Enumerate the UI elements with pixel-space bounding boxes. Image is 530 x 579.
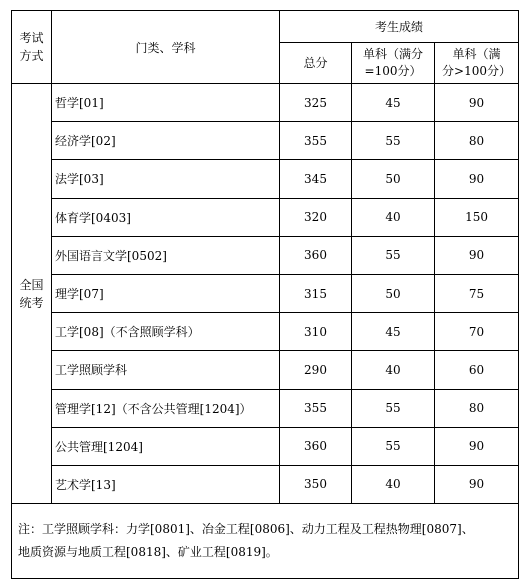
single-full100-cell: 45 <box>352 84 435 122</box>
subject-cell: 公共管理[1204] <box>52 427 280 465</box>
table-row <box>12 198 519 236</box>
table-row <box>12 84 519 122</box>
single-full100-cell: 55 <box>352 236 435 274</box>
single-over100-cell: 150 <box>435 198 519 236</box>
header-single-full100: 单科（满分 =100分） <box>352 43 435 84</box>
subject-cell: 体育学[0403] <box>52 198 280 236</box>
table-row <box>12 313 519 351</box>
single-full100-cell: 50 <box>352 160 435 198</box>
table-note <box>12 504 519 579</box>
single-over100-cell: 90 <box>435 427 519 465</box>
total-cell: 345 <box>280 160 352 198</box>
header-total: 总分 <box>280 43 352 84</box>
table-row <box>12 274 519 312</box>
single-over100-cell: 75 <box>435 274 519 312</box>
single-full100-cell: 40 <box>352 351 435 389</box>
table-row <box>12 160 519 198</box>
header-single-over100: 单科（满 分>100分） <box>435 43 519 84</box>
method-cell: 全国 统考 <box>12 84 52 504</box>
subject-cell: 艺术学[13] <box>52 465 280 503</box>
single-over100-cell: 80 <box>435 389 519 427</box>
single-over100-cell: 90 <box>435 236 519 274</box>
note-line-2: 地质资源与地质工程[0818]、矿业工程[0819]。 <box>18 545 278 560</box>
header-exam-method: 考试 方式 <box>12 11 52 84</box>
note-row <box>12 504 519 579</box>
table-row <box>12 236 519 274</box>
table-row <box>12 465 519 503</box>
subject-cell: 理学[07] <box>52 274 280 312</box>
total-cell: 355 <box>280 389 352 427</box>
single-over100-cell: 60 <box>435 351 519 389</box>
single-over100-cell: 90 <box>435 160 519 198</box>
table-row <box>12 351 519 389</box>
total-cell: 310 <box>280 313 352 351</box>
total-cell: 290 <box>280 351 352 389</box>
subject-cell: 哲学[01] <box>52 84 280 122</box>
single-full100-cell: 50 <box>352 274 435 312</box>
subject-cell: 法学[03] <box>52 160 280 198</box>
single-full100-cell: 40 <box>352 465 435 503</box>
single-over100-cell: 70 <box>435 313 519 351</box>
subject-cell: 经济学[02] <box>52 122 280 160</box>
single-over100-cell: 80 <box>435 122 519 160</box>
header-score-group: 考生成绩 <box>280 11 519 43</box>
single-full100-cell: 40 <box>352 198 435 236</box>
total-cell: 315 <box>280 274 352 312</box>
total-cell: 360 <box>280 236 352 274</box>
table-row <box>12 122 519 160</box>
single-full100-cell: 55 <box>352 122 435 160</box>
subject-cell: 工学照顾学科 <box>52 351 280 389</box>
single-full100-cell: 55 <box>352 389 435 427</box>
subject-cell: 工学[08]（不含照顾学科） <box>52 313 280 351</box>
subject-cell: 外国语言文学[0502] <box>52 236 280 274</box>
single-over100-cell: 90 <box>435 465 519 503</box>
total-cell: 350 <box>280 465 352 503</box>
note-line-1: 注：工学照顾学科：力学[0801]、冶金工程[0806]、动力工程及工程热物理[0807]、 <box>18 522 474 537</box>
single-over100-cell: 90 <box>435 84 519 122</box>
score-table-container <box>11 10 518 579</box>
total-cell: 360 <box>280 427 352 465</box>
table-row <box>12 389 519 427</box>
single-full100-cell: 55 <box>352 427 435 465</box>
header-category-subject: 门类、学科 <box>52 11 280 84</box>
single-full100-cell: 45 <box>352 313 435 351</box>
table-row <box>12 427 519 465</box>
total-cell: 355 <box>280 122 352 160</box>
subject-cell: 管理学[12]（不含公共管理[1204]） <box>52 389 280 427</box>
total-cell: 325 <box>280 84 352 122</box>
total-cell: 320 <box>280 198 352 236</box>
score-table <box>11 10 519 579</box>
table-header-row <box>12 11 519 43</box>
